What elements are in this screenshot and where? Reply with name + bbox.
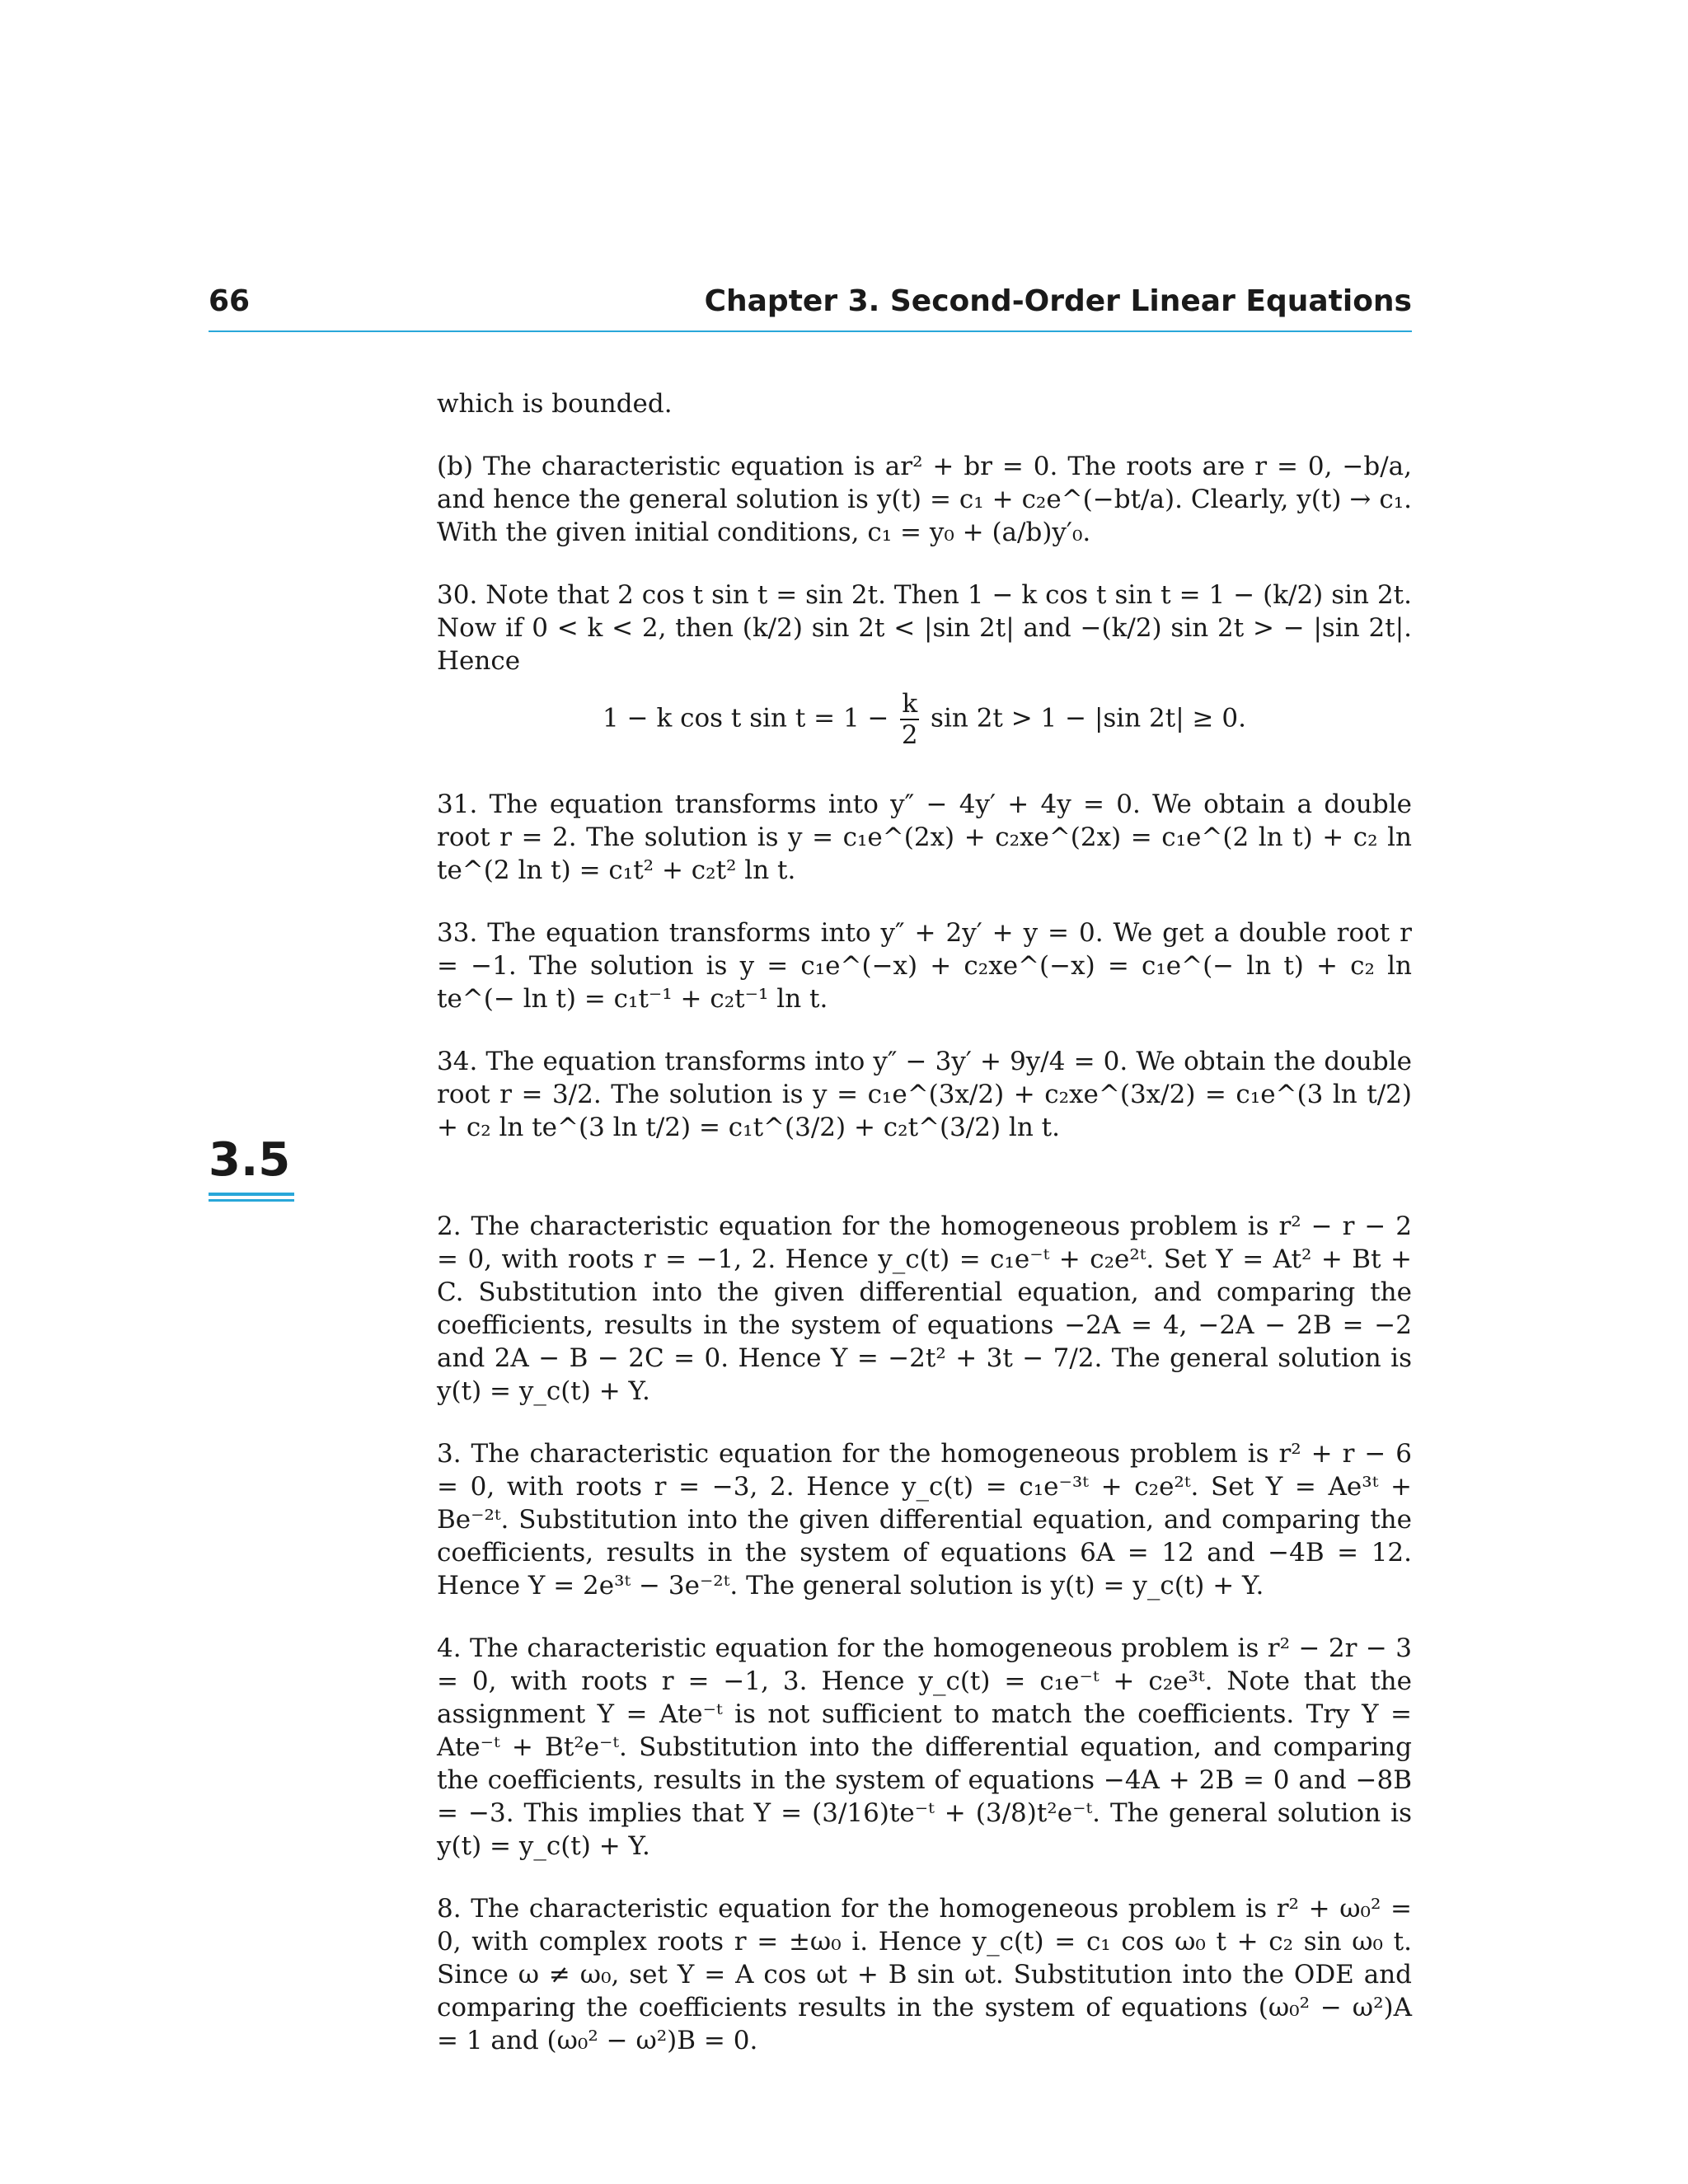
chapter-title: Chapter 3. Second-Order Linear Equations [704,284,1412,318]
text-block-top [437,387,1412,1174]
paragraph-33: 33. The equation transforms into y″ + 2y′ + y = 0. We get a double root r = −1. The solution is y = c₁e^(−x) + c₂xe^(−x) = c₁e^(− ln t) + c₂ ln te^(− ln t) = c₁t⁻¹ + c₂t⁻¹ ln t. [437,918,1412,1014]
fraction-k-over-2 [900,689,919,750]
section-rule-top [209,1193,294,1196]
paragraph-34: 34. The equation transforms into y″ − 3y′ + 9y/4 = 0. We obtain the double root r = 3/2. The solution is y = c₁e^(3x/2) + c₂xe^(3x/2) = c₁e^(3 ln t/2) + c₂ ln te^(3 ln t/2) = c₁t^(3/2) + c₂t^(3/2) ln t. [437,1047,1412,1142]
paragraph-problem-2: 2. The characteristic equation for the homogeneous problem is r² − r − 2 = 0, with roots r = −1, 2. Hence y_c(t) = c₁e⁻ᵗ + c₂e²ᵗ. Set Y = At² + Bt + C. Substitution into the given differential equation, and comparing the coefficients, results in the system of equations −2A = 4, −2A − 2B = −2 and 2A − B − 2C = 0. Hence Y = −2t² + 3t − 7/2. The general solution is y(t) = y_c(t) + Y. [437,1212,1412,1406]
paragraph-problem-4: 4. The characteristic equation for the homogeneous problem is r² − 2r − 3 = 0, with roots r = −1, 3. Hence y_c(t) = c₁e⁻ᵗ + c₂e³ᵗ. Note that the assignment Y = Ate⁻ᵗ is not sufficient to match the coefficients. Try Y = Ate⁻ᵗ + Bt²e⁻ᵗ. Substitution into the differential equation, and comparing the coefficients, results in the system of equations −4A + 2B = 0 and −8B = −3. This implies that Y = (3/16)te⁻ᵗ + (3/8)t²e⁻ᵗ. The general solution is y(t) = y_c(t) + Y. [437,1633,1412,1861]
fraction-denominator: 2 [901,720,918,750]
paragraph-31: 31. The equation transforms into y″ − 4y′ + 4y = 0. We obtain a double root r = 2. The solution is y = c₁e^(2x) + c₂xe^(2x) = c₁e^(2 ln t) + c₂ ln te^(2 ln t) = c₁t² + c₂t² ln t. [437,790,1412,885]
paragraph-bounded: which is bounded. [437,389,673,419]
section-number: 3.5 [209,1133,291,1187]
equation-30 [437,689,1412,750]
paragraph-30: 30. Note that 2 cos t sin t = sin 2t. Then 1 − k cos t sin t = 1 − (k/2) sin 2t. Now if 0 < k < 2, then (k/2) sin 2t < |sin 2t| and −(k/2) sin 2t > − |sin 2t|. Hence [437,580,1412,676]
page-header [209,284,1412,332]
text-block-section-3-5 [437,1210,1412,2087]
page-number: 66 [209,284,251,318]
paragraph-problem-3: 3. The characteristic equation for the homogeneous problem is r² + r − 6 = 0, with roots r = −3, 2. Hence y_c(t) = c₁e⁻³ᵗ + c₂e²ᵗ. Set Y = Ae³ᵗ + Be⁻²ᵗ. Substitution into the given differential equation, and comparing the coefficients, results in the system of equations 6A = 12 and −4B = 12. Hence Y = 2e³ᵗ − 3e⁻²ᵗ. The general solution is y(t) = y_c(t) + Y. [437,1439,1412,1601]
equation-30-left: 1 − k cos t sin t = 1 − [603,703,889,733]
section-marker [209,1133,294,1202]
equation-30-right: sin 2t > 1 − |sin 2t| ≥ 0. [931,703,1246,733]
section-rule-bottom [209,1199,294,1202]
paragraph-29b: (b) The characteristic equation is ar² + br = 0. The roots are r = 0, −b/a, and hence the general solution is y(t) = c₁ + c₂e^(−bt/a). Clearly, y(t) → c₁. With the given initial conditions, c₁ = y₀ + (a/b)y′₀. [437,452,1412,547]
paragraph-problem-8: 8. The characteristic equation for the homogeneous problem is r² + ω₀² = 0, with complex roots r = ±ω₀ i. Hence y_c(t) = c₁ cos ω₀ t + c₂ sin ω₀ t. Since ω ≠ ω₀, set Y = A cos ωt + B sin ωt. Substitution into the ODE and comparing the coefficients results in the system of equations (ω₀² − ω²)A = 1 and (ω₀² − ω²)B = 0. [437,1894,1412,2055]
fraction-numerator: k [902,689,918,719]
